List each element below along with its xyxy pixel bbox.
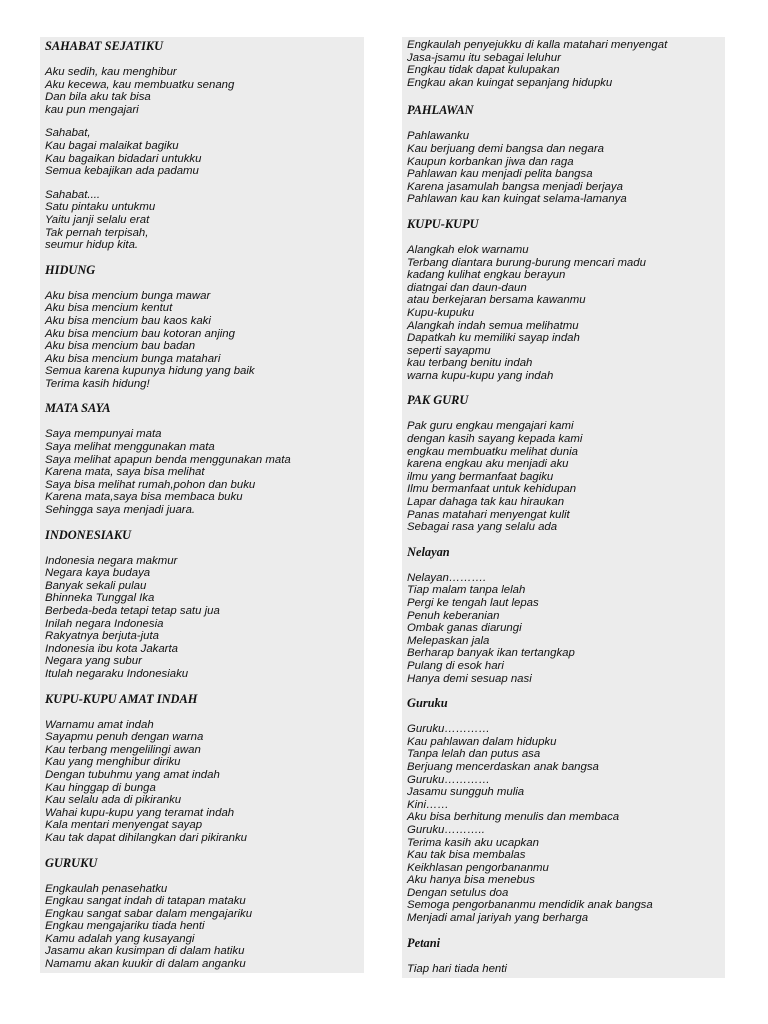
poem-title: INDONESIAKU xyxy=(45,527,132,542)
poem-line: Indonesia negara makmur xyxy=(45,554,178,567)
stanza xyxy=(45,127,364,177)
stanza xyxy=(45,555,364,681)
poem-line: Pergi ke tengah laut lepas xyxy=(407,597,539,609)
poem-line: Tanpa lelah dan putus asa xyxy=(407,748,541,761)
poem-line: warna kupu-kupu yang indah xyxy=(407,369,554,382)
poem-line: karena engkau aku menjadi aku xyxy=(407,458,569,471)
poem-line: Kamu adalah yang kusayangi xyxy=(45,932,195,945)
right-poem-column xyxy=(402,37,725,978)
poem-line: Dapatkah ku memiliki sayap indah xyxy=(407,332,580,345)
poem-line: Itulah negaraku Indonesiaku xyxy=(45,667,189,680)
poem-line: Kau bagai malaikat bagiku xyxy=(45,139,179,152)
poem-title: MATA SAYA xyxy=(45,401,111,416)
poem-line: Semoga pengorbananmu mendidik anak bangsa xyxy=(407,899,653,912)
poem-line: Pulang di esok hari xyxy=(407,659,504,672)
poem-line: kadang kulihat engkau berayun xyxy=(407,269,566,282)
poem xyxy=(407,39,725,89)
poem-line: Warnamu amat indah xyxy=(45,718,154,731)
poem-line: Aku hanya bisa menebus xyxy=(407,874,535,887)
poem-title: KUPU-KUPU xyxy=(407,216,479,231)
poem-line: Kau selalu ada di pikiranku xyxy=(45,794,182,807)
poem-line: Aku bisa mencium bunga mawar xyxy=(45,289,211,302)
poem-title: KUPU-KUPU AMAT INDAH xyxy=(45,691,198,706)
poem-line: Panas matahari menyengat kulit xyxy=(407,508,570,521)
poem-title: HIDUNG xyxy=(45,262,96,277)
poem-line: dengan kasih sayang kepada kami xyxy=(407,433,583,446)
poem-line: Dengan setulus doa xyxy=(407,886,509,899)
poem xyxy=(407,936,725,976)
stanza xyxy=(45,189,364,252)
poem-line: Melepaskan jala xyxy=(407,634,490,647)
poem-line: Karena jasamulah bangsa menjadi berjaya xyxy=(407,180,623,193)
poem-line: Sehingga saya menjadi juara. xyxy=(45,504,196,517)
stanza xyxy=(45,428,364,516)
poem-line: Aku bisa mencium bau badan xyxy=(45,340,196,353)
poem-line: Semua kebajikan ada padamu xyxy=(45,165,199,178)
poem-line: Tiap malam tanpa lelah xyxy=(407,584,526,597)
poem-line: Pahlawanku xyxy=(407,130,470,143)
poem-line: Karena mata, saya bisa melihat xyxy=(45,466,205,479)
poem-line: Terima kasih aku ucapkan xyxy=(407,836,539,849)
poem-line: Kau tak dapat dihilangkan dari pikiranku xyxy=(45,831,248,844)
poem-line: Kau terbang mengelilingi awan xyxy=(45,743,201,756)
poem-line: Engkau tidak dapat kulupakan xyxy=(407,64,560,77)
poem-line: Aku bisa mencium bunga matahari xyxy=(45,352,221,365)
poem-line: Sahabat, xyxy=(45,127,91,140)
poem-line: Aku bisa mencium bau kotoran anjing xyxy=(45,327,235,340)
poem-title: GURUKU xyxy=(45,855,98,870)
poem-line: Yaitu janji selalu erat xyxy=(45,213,150,226)
poem-line: Kau pahlawan dalam hidupku xyxy=(407,735,557,748)
poem-line: Terbang diantara burung-burung mencari madu xyxy=(407,256,646,269)
poem-line: Nelayan………. xyxy=(407,571,487,584)
poem-title: Nelayan xyxy=(407,544,450,559)
stanza xyxy=(407,963,725,976)
poem-line: Kau yang menghibur diriku xyxy=(45,756,181,769)
poem-line: Engkaulah penasehatku xyxy=(45,882,168,895)
poem-line: Terima kasih hidung! xyxy=(45,377,150,390)
poem-line: Guruku………… xyxy=(407,773,490,786)
poem-line: engkau membuatku melihat dunia xyxy=(407,445,578,458)
stanza xyxy=(407,39,725,89)
poem xyxy=(45,263,364,391)
poem-line: Semua karena kupunya hidung yang baik xyxy=(45,365,255,378)
poem-line: Saya bisa melihat rumah,pohon dan buku xyxy=(45,478,256,491)
poem-line: ilmu yang bermanfaat bagiku xyxy=(407,470,554,483)
poem xyxy=(45,528,364,681)
poem xyxy=(407,393,725,533)
poem xyxy=(45,401,364,516)
poem-line: atau berkejaran bersama kawanmu xyxy=(407,294,586,307)
poem-line: Berharap banyak ikan tertangkap xyxy=(407,647,575,660)
left-poem-column xyxy=(40,37,364,973)
poem-line: Saya melihat apapun benda menggunakan mata xyxy=(45,453,291,466)
poem-line: Pahlawan kau kan kuingat selama-lamanya xyxy=(407,193,627,206)
poem-line: Ombak ganas diarungi xyxy=(407,622,522,635)
poem-line: Tak pernah terpisah, xyxy=(45,226,149,239)
poem-line: kau terbang benitu indah xyxy=(407,357,533,370)
poem-line: Keikhlasan pengorbananmu xyxy=(407,861,549,874)
poem xyxy=(45,39,364,252)
poem-line: Kupu-kupuku xyxy=(407,306,475,319)
poem-line: Ilmu bermanfaat untuk kehidupan xyxy=(407,483,577,496)
poem xyxy=(45,856,364,971)
stanza xyxy=(45,66,364,116)
poem-line: Aku sedih, kau menghibur xyxy=(45,66,177,78)
poem xyxy=(407,217,725,383)
poem-line: Negara yang subur xyxy=(45,655,142,668)
poem-line: Engkau sangat sabar dalam mengajariku xyxy=(45,907,253,920)
poem-line: Kala mentari menyengat sayap xyxy=(45,819,203,832)
poem-line: Namamu akan kuukir di dalam anganku xyxy=(45,958,246,971)
stanza xyxy=(407,420,725,533)
poem-line: kau pun mengajari xyxy=(45,103,139,116)
poem-title: Guruku xyxy=(407,696,448,711)
poem xyxy=(407,696,725,925)
poem-line: Jasa-jsamu itu sebagai leluhur xyxy=(407,51,561,64)
poem-line: Guruku……….. xyxy=(407,823,485,836)
poem-line: Jasamu akan kusimpan di dalam hatiku xyxy=(45,945,245,958)
poem-line: Banyak sekali pulau xyxy=(45,579,147,592)
stanza xyxy=(45,719,364,845)
poem-line: Kini…… xyxy=(407,798,449,811)
poem-line: Alangkah elok warnamu xyxy=(407,243,529,256)
stanza xyxy=(407,572,725,685)
poem-line: Sahabat.... xyxy=(45,188,101,201)
poem-line: Bhinneka Tunggal Ika xyxy=(45,592,155,605)
poem-line: Pahlawan kau menjadi pelita bangsa xyxy=(407,168,593,181)
poem-line: Saya mempunyai mata xyxy=(45,428,162,441)
poem xyxy=(45,692,364,845)
poem-line: Saya melihat menggunakan mata xyxy=(45,441,215,454)
poem-line: Karena mata,saya bisa membaca buku xyxy=(45,491,243,504)
poem-line: Engkau sangat indah di tatapan mataku xyxy=(45,895,246,908)
stanza xyxy=(45,883,364,971)
poem-line: Hanya demi sesuap nasi xyxy=(407,672,532,685)
poem-line: Penuh keberanian xyxy=(407,609,500,622)
poem-line: Rakyatnya berjuta-juta xyxy=(45,630,159,643)
poem-line: Kaupun korbankan jiwa dan raga xyxy=(407,155,574,168)
poem-line: Pak guru engkau mengajari kami xyxy=(407,420,574,433)
poem-line: Berjuang mencerdaskan anak bangsa xyxy=(407,760,599,773)
poem-line: Inilah negara Indonesia xyxy=(45,617,164,630)
poem-line: Jasamu sungguh mulia xyxy=(407,786,525,799)
poem-line: Lapar dahaga tak kau hiraukan xyxy=(407,496,565,509)
poem-line: Aku bisa mencium kentut xyxy=(45,302,173,315)
poem-line: Menjadi amal jariyah yang berharga xyxy=(407,912,589,925)
poem-line: Satu pintaku untukmu xyxy=(45,201,156,214)
poem-line: Guruku………… xyxy=(407,723,490,736)
poem-title: Petani xyxy=(407,935,441,950)
poem-line: seperti sayapmu xyxy=(407,344,491,357)
poem-line: seumur hidup kita. xyxy=(45,239,139,252)
poem-title: PAHLAWAN xyxy=(407,103,474,118)
poem-line: diatngai dan daun-daun xyxy=(407,281,527,294)
poem-line: Engkau akan kuingat sepanjang hidupku xyxy=(407,76,613,89)
poem-line: Kau bagaikan bidadari untukku xyxy=(45,152,202,165)
poem-line: Indonesia ibu kota Jakarta xyxy=(45,642,178,655)
poem-line: Negara kaya budaya xyxy=(45,567,151,580)
poem-line: Aku bisa berhitung menulis dan membaca xyxy=(407,811,620,824)
poem-line: Dan bila aku tak bisa xyxy=(45,91,151,104)
poem-line: Kau hinggap di bunga xyxy=(45,781,156,794)
poem-line: Sayapmu penuh dengan warna xyxy=(45,731,204,744)
poem-line: Tiap hari tiada henti xyxy=(407,962,507,975)
stanza xyxy=(407,244,725,383)
poem-line: Dengan tubuhmu yang amat indah xyxy=(45,768,220,781)
poem xyxy=(407,103,725,206)
stanza xyxy=(45,290,364,391)
stanza xyxy=(407,723,725,925)
poem-line: Aku bisa mencium bau kaos kaki xyxy=(45,314,211,327)
poem-line: Wahai kupu-kupu yang teramat indah xyxy=(45,806,235,819)
poem-line: Sebagai rasa yang selalu ada xyxy=(407,521,558,534)
poem-line: Aku kecewa, kau membuatku senang xyxy=(45,78,235,91)
poem-line: Kau berjuang demi bangsa dan negara xyxy=(407,142,604,155)
poem xyxy=(407,545,725,685)
poem-title: SAHABAT SEJATIKU xyxy=(45,39,164,53)
poem-line: Berbeda-beda tetapi tetap satu jua xyxy=(45,605,220,617)
poem-line: Alangkah indah semua melihatmu xyxy=(407,319,579,332)
poem-line: Engkaulah penyejukku di kalla matahari menyengat xyxy=(407,39,668,51)
poem-line: Engkau mengajariku tiada henti xyxy=(45,920,205,933)
stanza xyxy=(407,130,725,206)
poem-line: Kau tak bisa membalas xyxy=(407,849,526,862)
poem-title: PAK GURU xyxy=(407,393,469,408)
